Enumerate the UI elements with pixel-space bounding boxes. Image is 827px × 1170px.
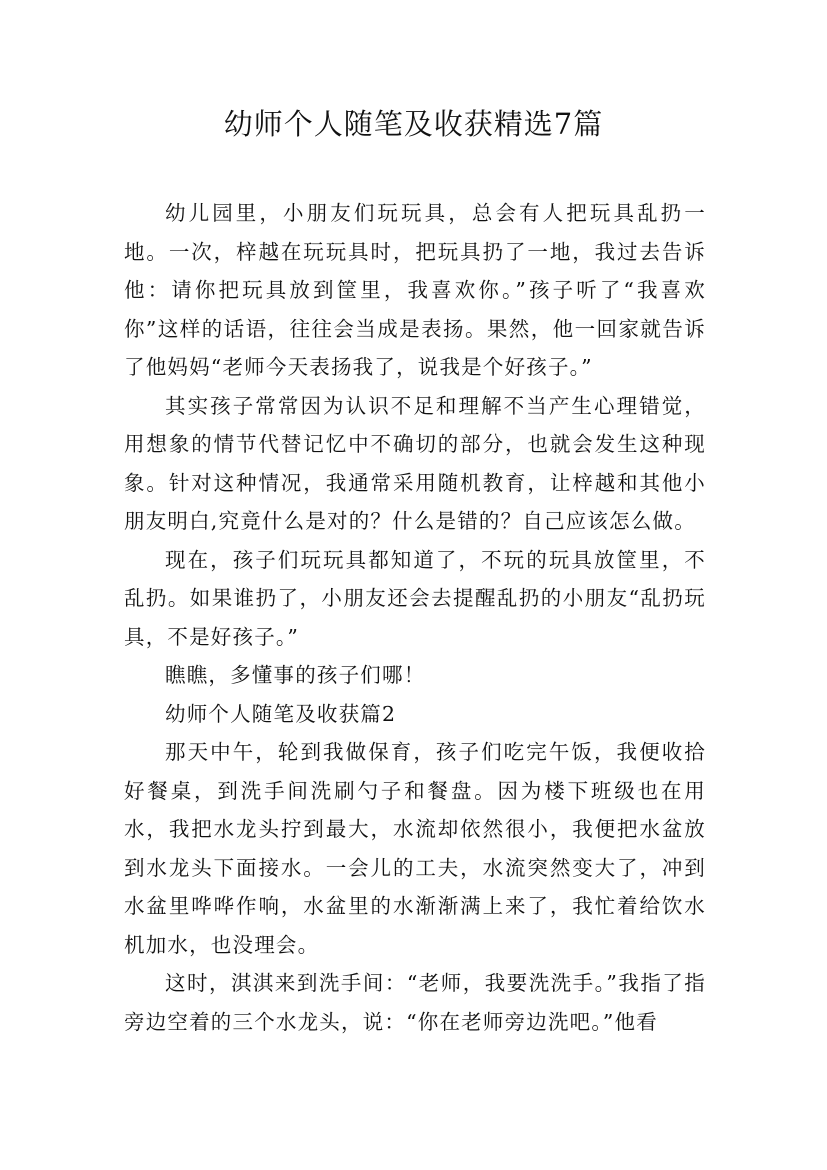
paragraph-5: 那天中午，轮到我做保育，孩子们吃完午饭，我便收拾好餐桌，到洗手间洗刷勺子和餐盘。因为楼下班级也在用水，我把水龙头拧到最大，水流却依然很小，我便把水盆放到水龙头下面接水。一会儿的工夫，水流突然变大了，冲到水盆里哗哗作响，水盆里的水渐渐满上来了，我忙着给饮水机加水，也没理会。 xyxy=(124,740,706,957)
paragraph-3: 现在，孩子们玩玩具都知道了，不玩的玩具放筐里，不乱扔。如果谁扔了，小朋友还会去提醒乱扔的小朋友“乱扔玩具，不是好孩子。” xyxy=(124,547,706,649)
paragraph-1: 幼儿园里，小朋友们玩玩具，总会有人把玩具乱扔一地。一次，梓越在玩玩具时，把玩具扔了一地，我过去告诉他：请你把玩具放到筐里，我喜欢你。”孩子听了“我喜欢你”这样的话语，往往会当成是表扬。果然，他一回家就告诉了他妈妈“老师今天表扬我了，说我是个好孩子。” xyxy=(124,201,706,379)
paragraph-6: 这时，淇淇来到洗手间：“老师，我要洗洗手。”我指了指旁边空着的三个水龙头，说：“你在老师旁边洗吧。”他看 xyxy=(124,971,706,1034)
section-heading-2: 幼师个人随笔及收获篇2 xyxy=(165,701,397,726)
paragraph-2: 其实孩子常常因为认识不足和理解不当产生心理错觉，用想象的情节代替记忆中不确切的部分，也就会发生这种现象。针对这种情况，我通常采用随机教育，让梓越和其他小朋友明白,究竟什么是对的？什么是错的？自己应该怎么做。 xyxy=(124,393,706,533)
document-body xyxy=(124,194,706,1041)
paragraph-4: 瞧瞧，多懂事的孩子们哪！ xyxy=(165,663,426,687)
document-title: 幼师个人随笔及收获精选7篇 xyxy=(223,107,604,141)
